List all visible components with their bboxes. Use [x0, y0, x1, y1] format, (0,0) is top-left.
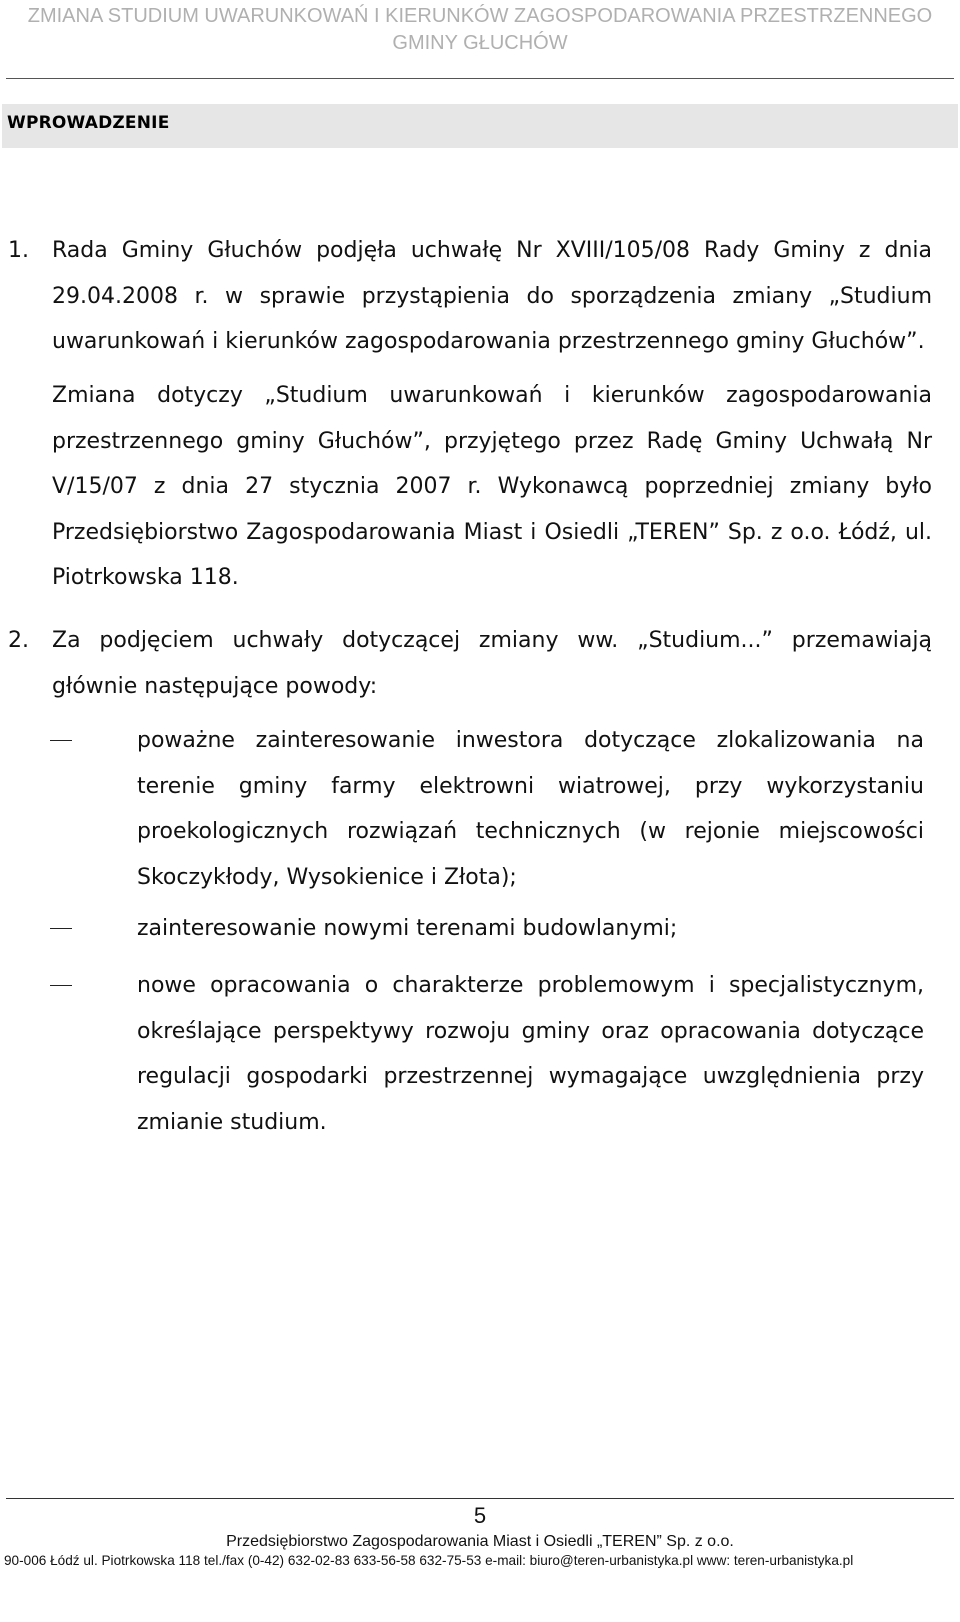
item-paragraph: Zmiana dotyczy „Studium uwarunkowań i kierunków zagospodarowania przestrzennego gminy Głuchów”, przyjętego przez Radę Gminy Uchwałą Nr V/15/07 z dnia 27 stycznia 2007 r. Wykonawcą poprzedniej zmiany było Przedsiębiorstwo Zagospodarowania Miast i Osiedli „TEREN” Sp. z o.o. Łódź, ul. Piotrkowska 118. [52, 383, 932, 590]
running-header-title: ZMIANA STUDIUM UWARUNKOWAŃ I KIERUNKÓW ZAGOSPODAROWANIA PRZESTRZENNEGO [27, 5, 933, 27]
item-number: 2. [8, 628, 29, 653]
bullet-text: nowe opracowania o charakterze problemowym i specjalistycznym, określające perspektywy rozwoju gminy oraz opracowania dotyczące regulacji gospodarki przestrzennej wymagające uwzględnienia przy zmianie studium. [137, 973, 924, 1135]
bullet-text: zainteresowanie nowymi terenami budowlanymi; [137, 916, 678, 941]
header-divider [6, 78, 954, 79]
item-paragraph: Rada Gminy Głuchów podjęła uchwałę Nr XVIII/105/08 Rady Gminy z dnia 29.04.2008 r. w sprawie przystąpienia do sporządzenia zmiany „Studium uwarunkowań i kierunków zagospodarowania przestrzennego gminy Głuchów”. [52, 238, 932, 354]
footer-divider [6, 1498, 954, 1499]
dash-bullet-icon [50, 985, 72, 986]
running-header [0, 0, 960, 56]
bullet-text: poważne zainteresowanie inwestora dotyczące zlokalizowania na terenie gminy farmy elektrowni wiatrowej, przy wykorzystaniu proekologicznych rozwiązań technicznych (w rejonie miejscowości Skoczykłody, Wysokienice i Złota); [137, 728, 924, 890]
page-number: 5 [473, 1503, 487, 1528]
dash-bullet-icon [50, 740, 72, 741]
running-header-subtitle: GMINY GŁUCHÓW [392, 32, 568, 54]
dash-bullet-icon [50, 928, 72, 929]
section-heading: WPROWADZENIE [7, 113, 170, 133]
footer-contact-line: 90-006 Łódź ul. Piotrkowska 118 tel./fax (0-42) 632-02-83 633-56-58 632-75-53 e-mail: biuro@teren-urbanistyka.pl www: teren-urbanistyka.pl [4, 1553, 854, 1568]
item-paragraph: Za podjęciem uchwały dotyczącej zmiany ww. „Studium...” przemawiają głównie następujące powody: [52, 628, 932, 699]
item-number: 1. [8, 238, 29, 263]
footer-company-name: Przedsiębiorstwo Zagospodarowania Miast i Osiedli „TEREN” Sp. z o.o. [226, 1533, 734, 1550]
